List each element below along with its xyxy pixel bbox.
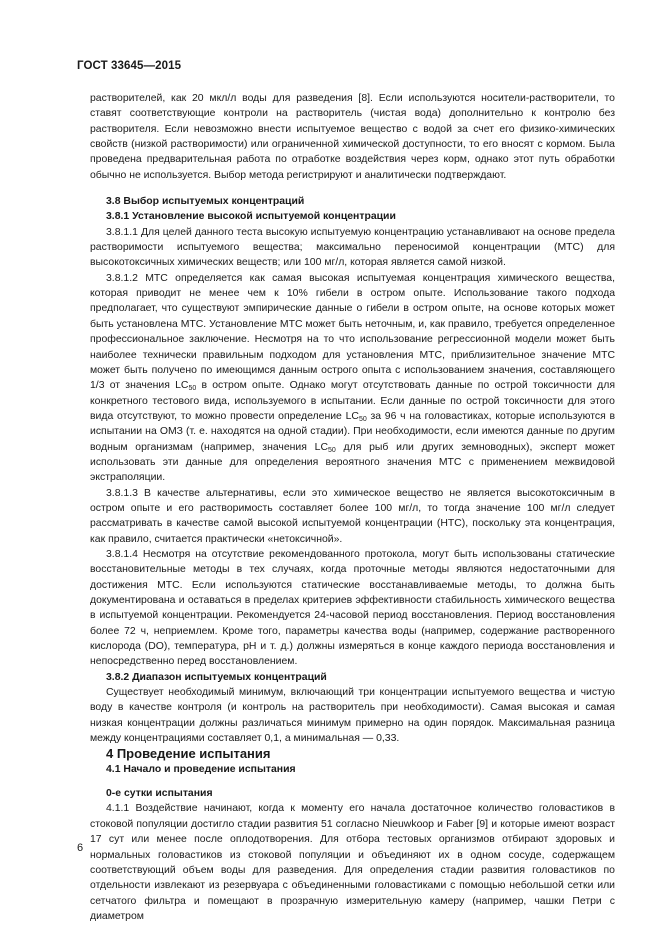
paragraph-solvents: растворителей, как 20 мкл/л воды для разведения [8]. Если используются носители-растворители, то ставят соответствующие контроли на растворитель (чистая вода) дополнительно к контролю без растворителя. Если невозможно внести испытуемое вещество с водой за счет его физико-химических свойств (низкой растворимости) или ограниченной химической доступности, то его вносят с кормом. Была проведена предварительная работа по отработке воздействия через корм, однако этот путь обработки обычно не используется. Выбор метода регистрируют и аналитически подтверждают.: [90, 93, 615, 181]
paragraph-3-8-1-1: 3.8.1.1 Для целей данного теста высокую испытуемую концентрацию устанавливают на основе предела растворимости испытуемого вещества; максимально переносимой концентрации (МТС) для высокотоксичных химических веществ; или 100 мг/л, которая является самой низкой.: [90, 226, 615, 269]
paragraph-4-1-1: 4.1.1 Воздействие начинают, когда к моменту его начала достаточное количество головастиков в стоковой популяции достигло стадии развития 51 согласно Nieuwkoop и Faber [9] и которые имеют возраст 17 сут или менее после оплодотворения. Для отбора тестовых организмов отбирают здоровых и нормальных головастиков из стоковой популяции и объединяют их в одном сосуде, содержащем соответствующий объем воды для разведения. Для определения стадии развития головастиков по отдельности извлекают из резервуара с объединенными головастиками с помощью небольшой сетки или сетчатого фильтра и помещают в прозрачную измерительную камеру (например, чашки Петри с диаметром: [90, 803, 615, 922]
subsection-heading-3-8-1: 3.8.1 Установление высокой испытуемой концентрации: [106, 211, 396, 223]
paragraph-3-8-2: Существует необходимый минимум, включающий три концентрации испытуемого вещества и чистую воду в качестве контроля (и контроль на растворитель при необходимости). Самая высокая и самая низкая концентрации должны различаться минимум примерно на один порядок. Максимальная разница между концентрациями составляет 0,1, а минимальная — 0,33.: [90, 687, 615, 745]
chapter-heading-4: 4 Проведение испытания: [106, 746, 271, 762]
document-body: [90, 91, 615, 924]
day-zero-heading: 0-е сутки испытания: [106, 788, 213, 800]
subsection-heading-3-8-2: 3.8.2 Диапазон испытуемых концентраций: [106, 671, 327, 683]
paragraph-3-8-1-3: 3.8.1.3 В качестве альтернативы, если это химическое вещество не является высокотоксичным в остром опыте и его растворимость составляет более 100 мг/л, то тогда значение 100 мг/л следует рассматривать в качестве самой высокой испытуемой концентрации (НТС), поскольку эта концентрация, как правило, считается практически «нетоксичной».: [90, 487, 615, 545]
paragraph-3-8-1-4: 3.8.1.4 Несмотря на отсутствие рекомендованного протокола, могут быть использованы статические восстановительные методы в тех случаях, когда проточные методы являются недостаточными для достижения МТС. Если используются статические восстанавливаемые методы, то должна быть документирована и оставаться в пределах критериев эффективности стабильность химического вещества в испытуемой концентрации. Рекомендуется 24-часовой период восстановления. Период восстановления более 72 ч, неприемлем. Кроме того, параметры качества воды (например, содержание растворенного кислорода (DO), температура, pH и т. д.) должны измеряться в конце каждого периода восстановления и непосредственно перед восстановлением.: [90, 548, 615, 668]
page-header-standard: ГОСТ 33645—2015: [77, 60, 182, 72]
section-heading-3-8: 3.8 Выбор испытуемых концентраций: [106, 196, 305, 208]
section-heading-4-1: 4.1 Начало и проведение испытания: [106, 763, 296, 775]
page-number: 6: [77, 842, 84, 854]
paragraph-3-8-1-2: 3.8.1.2 МТС определяется как самая высокая испытуемая концентрация химического вещества, которая приводит не менее чем к 10% гибели в остром опыте. Использование такого подхода предполагает, что существуют эмпирические данные о гибели в остром опыте, на основе которых может быть установлена МТС. Установление МТС может быть неточным, и, как правило, требуется определенное профессиональное заключение. Несмотря на то что использование регрессионной модели может быть наиболее технически правильным подходом для установления МТС, приблизительное значение МТС может быть получено по имеющимся данным острого опыта с использованием значения, составляющего 1/3 от значения $LC_{50}$ в остром опыте. Однако могут отсутствовать данные по острой токсичности для конкретного тестового вида, используемого в испытании. Если данные по острой токсичности для этого вида отсутствуют, то можно провести определение $LC_{50}$ за 96 ч на головастиках, которые используются в испытании на ОМЗ (т. е. находятся на одной стадии). При необходимости, если имеются данные по другим водным организмам (например, значения $LC_{50}$ для рыб или других земноводных), эксперт может использовать эти данные для определения вероятного значения МТС с применением межвидовой экстраполяции.: [90, 272, 616, 484]
